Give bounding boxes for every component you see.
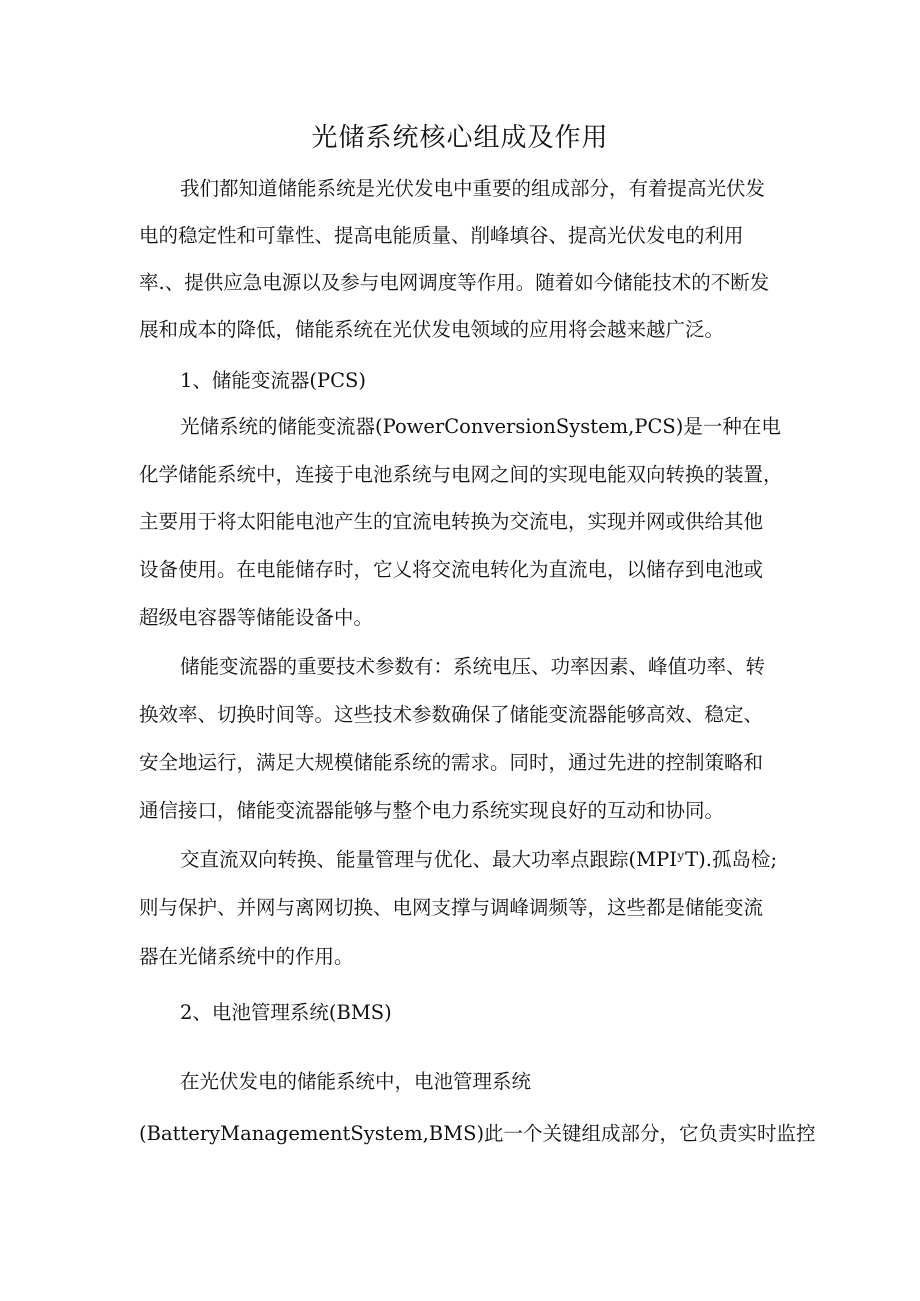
pcs-line-2: 化学储能系统中，连接于电池系统与电网之间的实现电能双向转换的装置， [139,463,783,486]
roles-line-1: 交直流双向转换、能量管理与优化、最大功率点跟踪(MPIʸT).孤岛检; [180,848,778,871]
pcs-line-3: 主要用于将太阳能电池产生的宜流电转换为交流电，实现并网或供给其他 [139,510,764,533]
section-heading-bms: 2、电池管理系统(BMS) [180,1001,392,1024]
params-line-2: 换效率、切换时间等。这些技术参数确保了储能变流器能够高效、稳定、 [139,703,764,726]
intro-line-3: 率.、提供应急电源以及参与电网调度等作用。随着如今储能技术的不断发 [139,271,770,294]
params-line-3: 安全地运行，满足大规模储能系统的需求。同时，通过先进的控制策略和 [139,751,764,774]
roles-line-3: 器在光储系统中的作用。 [139,945,354,968]
params-line-1: 储能变流器的重要技术参数有：系统电压、功率因素、峰值功率、转 [180,655,766,678]
intro-line-4: 展和成本的降低，储能系统在光伏发电领域的应用将会越来越广泛。 [139,318,725,341]
document-title: 光储系统核心组成及作用 [311,123,609,153]
pcs-line-4: 设备使用。在电能储存时，它乂将交流电转化为直流电，以储存到电池或 [139,558,764,581]
pcs-line-1: 光储系统的储能变流器(PowerConversionSystem,PCS)是一种在电 [180,415,781,438]
intro-line-1: 我们都知道储能系统是光伏发电中重要的组成部分，有着提高光伏发 [180,177,766,200]
section-heading-pcs: 1、储能变流器(PCS) [180,369,367,392]
bms-line-1: 在光伏发电的储能系统中，电池管理系统 [180,1070,532,1093]
params-line-4: 通信接口，储能变流器能够与整个电力系统实现良好的互动和协同。 [139,799,725,822]
roles-line-2: 则与保护、并网与离网切换、电网支撑与调峰调频等，这些都是储能变流 [139,896,764,919]
pcs-line-5: 超级电容器等储能设备中。 [139,606,374,629]
bms-line-2: (BatteryManagementSystem,BMS)此一个关键组成部分，它负责实时监控 [139,1122,816,1145]
intro-line-2: 电的稳定性和可靠性、提高电能质量、削峰填谷、提高光伏发电的利用 [139,224,744,247]
